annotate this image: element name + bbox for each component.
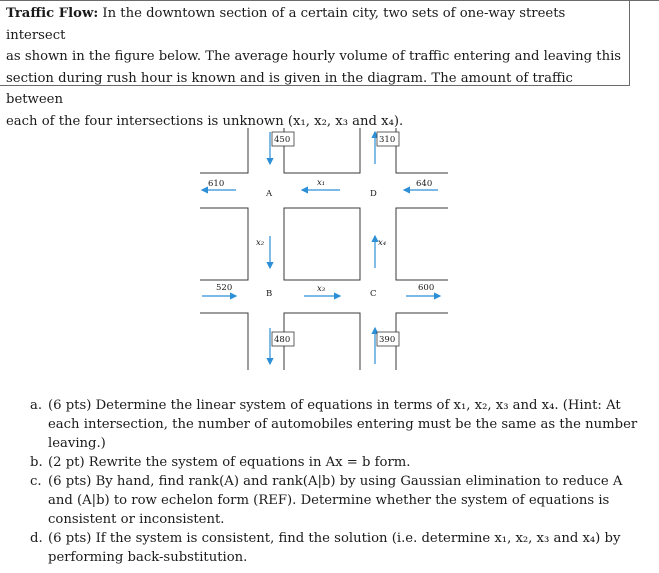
- block-bottom-left: [200, 313, 248, 370]
- question-d-text: (6 pts) If the system is consistent, find the solution (i.e. determine x₁, x₂, x₃ and x₄) by performing back-substitution.: [48, 531, 621, 565]
- problem-line-1: [6, 3, 625, 46]
- label-x2: x₂: [256, 238, 265, 248]
- label-x4: x₄: [378, 238, 387, 248]
- block-bottom-center: [284, 313, 360, 370]
- flow-top-right: 310: [379, 135, 396, 145]
- label-x1: x₁: [317, 178, 326, 188]
- flow-bottom-left: 480: [274, 335, 291, 345]
- block-bottom-right: [396, 313, 448, 370]
- question-list: [30, 396, 650, 567]
- traffic-diagram: [190, 118, 460, 378]
- flow-left-top: 610: [208, 179, 225, 189]
- problem-line-1-text: In the downtown section of a certain city, two sets of one-way streets intersect: [6, 6, 566, 43]
- block-top-left: [200, 128, 248, 173]
- problem-statement: [0, 0, 630, 129]
- flow-left-bottom: 520: [216, 283, 233, 293]
- question-c: [30, 472, 650, 529]
- block-middle-left: [200, 208, 248, 280]
- block-top-right: [396, 128, 448, 173]
- flow-arrows: [202, 132, 440, 364]
- question-c-label: c.: [30, 474, 42, 489]
- block-middle-right: [396, 208, 448, 280]
- question-a-text: (6 pts) Determine the linear system of equations in terms of x₁, x₂, x₃ and x₄. (Hint: At each intersection, the number of automobiles entering must be the same as the number leaving.): [48, 398, 638, 451]
- flow-right-top: 640: [416, 179, 433, 189]
- question-c-text: (6 pts) By hand, find rank(A) and rank(A|b) by using Gaussian elimination to reduce A and (A|b) to row echelon form (REF). Determine whether the system of equations is consistent or inconsistent.: [48, 474, 623, 527]
- block-center: [284, 208, 360, 280]
- block-top-center: [284, 128, 360, 173]
- problem-title: Traffic Flow:: [6, 6, 99, 21]
- question-b-label: b.: [30, 455, 43, 470]
- node-a: A: [266, 189, 273, 199]
- problem-line-3: section during rush hour is known and is given in the diagram. The amount of traffic between: [6, 70, 573, 107]
- flow-right-bottom: 600: [418, 283, 435, 293]
- problem-line-2: as shown in the figure below. The average hourly volume of traffic entering and leaving this: [6, 49, 622, 64]
- node-b: B: [266, 289, 273, 299]
- problem-line-4: each of the four intersections is unknown (x₁, x₂, x₃ and x₄).: [6, 113, 404, 129]
- question-d: [30, 529, 650, 567]
- question-a: [30, 396, 650, 453]
- node-d: D: [370, 189, 377, 199]
- flow-bottom-right: 390: [379, 335, 396, 345]
- question-b-text: (2 pt) Rewrite the system of equations in Ax = b form.: [48, 455, 411, 470]
- question-a-label: a.: [30, 398, 43, 413]
- street-lines: [200, 128, 448, 370]
- flow-top-left: 450: [274, 135, 291, 145]
- question-d-label: d.: [30, 531, 43, 546]
- question-b: [30, 453, 650, 472]
- node-c: C: [370, 289, 377, 299]
- label-x3: x₃: [317, 284, 326, 294]
